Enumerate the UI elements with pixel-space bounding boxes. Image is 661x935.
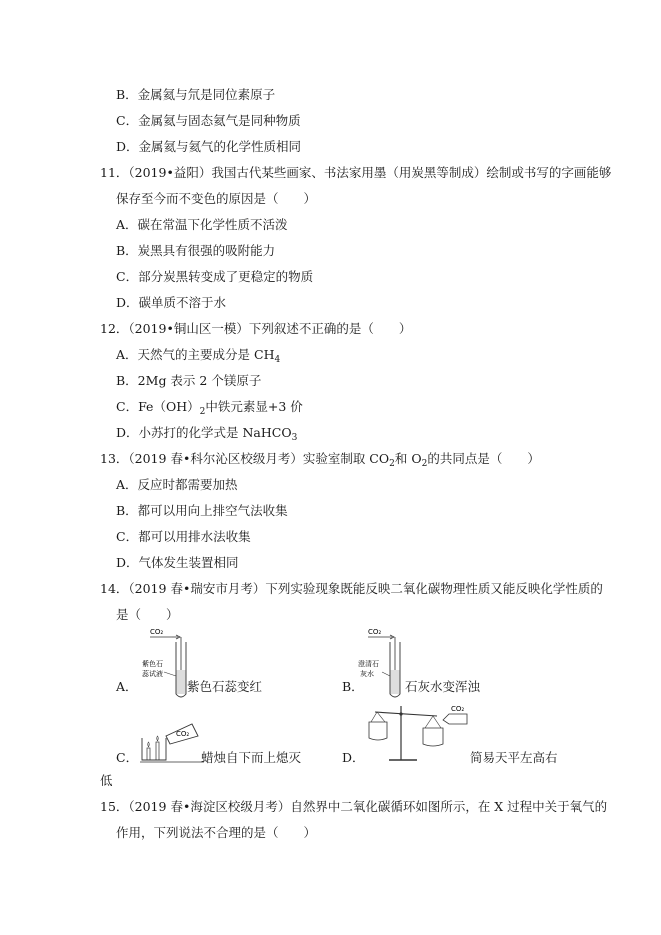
figure-b-label-1: 澄清石 — [358, 660, 379, 668]
q10-option-d: D．金属氦与氦气的化学性质相同 — [116, 139, 302, 154]
q12-option-c: C．$Fe(OH)_2$中铁元素显+3 价 — [116, 399, 303, 417]
q14-option-a-letter: A． — [116, 679, 138, 694]
figure-b-gas-label: CO₂ — [368, 628, 382, 636]
q12-stem: 12．（2019•铜山区一模）下列叙述不正确的是（ ） — [100, 321, 412, 336]
q12-option-d: D．小苏打的化学式是 NaHCO$_3$ — [116, 425, 298, 443]
q14-option-b-letter: B． — [342, 679, 364, 694]
q12-option-b: B．2Mg 表示 2 个镁原子 — [116, 373, 262, 388]
figure-c-candles-beaker — [136, 716, 206, 766]
figure-b-label-2: 灰水 — [360, 670, 374, 678]
q14-stem-line1: 14．（2019 春•瑞安市月考）下列实验现象既能反映二氧化碳物理性质又能反映化学性质的 — [100, 581, 603, 596]
q13-option-d: D．气体发生装置相同 — [116, 555, 239, 570]
q11-option-b: B．炭黑具有很强的吸附能力 — [116, 243, 276, 258]
q11-option-d: D．碳单质不溶于水 — [116, 295, 227, 310]
q14-option-d-text-wrap: 低 — [100, 773, 113, 788]
figure-d-gas-label: CO₂ — [451, 705, 465, 713]
q13-option-a: A．反应时都需要加热 — [116, 477, 238, 492]
q14-option-c-letter: C． — [116, 750, 139, 765]
figure-a-label-1: 紫色石 — [142, 660, 163, 668]
q10-option-b: B．金属氦与氘是同位素原子 — [116, 87, 276, 102]
figure-a-label-2: 蕊试液 — [142, 670, 163, 678]
q11-option-a: A．碳在常温下化学性质不活泼 — [116, 217, 288, 232]
figure-c-gas-label: CO₂ — [176, 730, 190, 738]
figure-d-simple-balance — [363, 698, 473, 768]
q10-option-c: C．金属氦与固态氦气是同种物质 — [116, 113, 301, 128]
q15-stem-line2: 作用，下列说法不合理的是（ ） — [116, 825, 317, 840]
q13-option-c: C．都可以用排水法收集 — [116, 529, 251, 544]
q11-stem-line1: 11．（2019•益阳）我国古代某些画家、书法家用墨（用炭黑等制成）绘制或书写的字画能够 — [100, 165, 612, 180]
q11-option-c: C．部分炭黑转变成了更稳定的物质 — [116, 269, 314, 284]
q14-stem-line2: 是（ ） — [116, 607, 179, 622]
q12-option-a: A．天然气的主要成分是 $CH_4$ — [116, 347, 281, 365]
q14-option-c-text: 蜡烛自下而上熄灭 — [201, 750, 302, 765]
q11-stem-line2: 保存至今而不变色的原因是（ ） — [116, 191, 317, 206]
q13-option-b: B．都可以用向上排空气法收集 — [116, 503, 288, 518]
q15-stem-line1: 15．（2019 春•海淀区校级月考）自然界中二氧化碳循环如图所示，在 X 过程中关于氧气的 — [100, 799, 608, 814]
q14-option-d-letter: D． — [342, 750, 365, 765]
q14-option-a-text: 紫色石蕊变红 — [187, 679, 263, 694]
q14-option-b-text: 石灰水变浑浊 — [405, 679, 481, 694]
figure-a-gas-label: CO₂ — [150, 628, 164, 636]
q14-option-d-text: 简易天平左高右 — [470, 750, 558, 765]
q13-stem: 13．（2019 春•科尔沁区校级月考）实验室制取 $CO_2$和 $O_2$的共同点是（ ） — [100, 451, 540, 469]
